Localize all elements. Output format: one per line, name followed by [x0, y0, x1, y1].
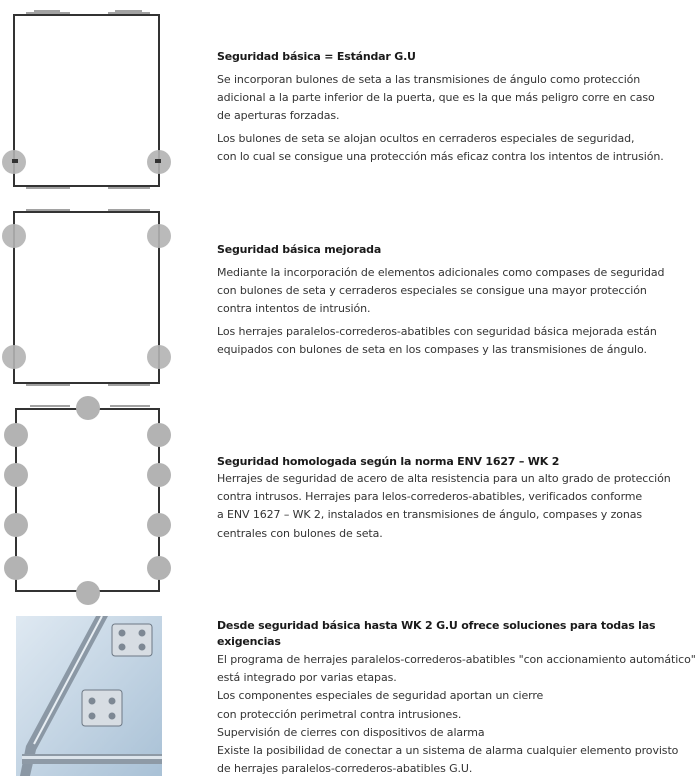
section-paragraph: Los bulones de seta se alojan ocultos en cerraderos especiales de seguridad, con lo cual se consigue una protección más eficaz contra los intentos de intrusión.	[217, 131, 664, 163]
section-paragraph: Los herrajes paralelos-correderos-abatibles con seguridad básica mejorada están equipados con bulones de seta en los compases y las transmisiones de ángulo.	[217, 324, 657, 356]
section-paragraph: Supervisión de cierres con dispositivos de alarma	[217, 725, 485, 739]
section-paragraph: El programa de herrajes paralelos-correderos-abatibles "con accionamiento automático" está integrado por varias etapas.	[217, 653, 696, 685]
window-frame-diagram-basic	[0, 0, 200, 195]
security-point-marker	[76, 396, 100, 420]
security-level-wk2	[0, 395, 700, 610]
security-point-marker	[4, 423, 28, 447]
security-point-marker	[4, 463, 28, 487]
security-level-improved	[0, 200, 700, 395]
section-title: Seguridad homologada según la norma ENV 1627 – WK 2	[217, 455, 560, 468]
security-point-marker	[4, 556, 28, 580]
security-point-marker	[2, 224, 26, 248]
security-point-marker	[147, 423, 171, 447]
section-paragraph: Mediante la incorporación de elementos adicionales como compases de seguridad con bulones de seta y cerraderos especiales se consigue una mayor protección contra intentos de intrusión.	[217, 266, 665, 316]
security-levels-summary	[0, 616, 700, 780]
security-point-marker	[76, 581, 100, 605]
window-frame-diagram-wk2	[0, 395, 200, 610]
security-point-marker	[147, 556, 171, 580]
hardware-photo	[16, 616, 162, 776]
section-title: Seguridad básica mejorada	[217, 243, 382, 256]
section-title: Desde seguridad básica hasta WK 2 G.U ofrece soluciones para todas las exigencias	[217, 619, 656, 648]
section-paragraph: Se incorporan bulones de seta a las transmisiones de ángulo como protección adicional a la parte inferior de la puerta, que es la que más peligro corre en caso de aperturas forzadas.	[217, 73, 655, 123]
security-point-marker	[147, 224, 171, 248]
security-point-marker	[4, 513, 28, 537]
window-frame-diagram-improved	[0, 200, 200, 395]
section-paragraph: Existe la posibilidad de conectar a un sistema de alarma cualquier elemento provisto de herrajes paralelos-correderos-abatibles G.U.	[217, 744, 679, 776]
section-paragraph: Herrajes de seguridad de acero de alta resistencia para un alto grado de protección contra intrusos. Herrajes para lelos-correderos-abatibles, verificados conforme a ENV 1627 – WK 2, instalados en transmisiones de ángulo, compases y zonas centrales con bulones de seta.	[217, 472, 671, 540]
security-point-marker	[2, 345, 26, 369]
security-point-marker	[147, 513, 171, 537]
section-paragraph: Los componentes especiales de seguridad aportan un cierre con protección perimetral contra intrusiones.	[217, 689, 544, 721]
security-level-basic	[0, 0, 700, 195]
section-title: Seguridad básica = Estándar G.U	[217, 50, 416, 63]
security-point-marker	[147, 463, 171, 487]
security-point-marker	[147, 345, 171, 369]
